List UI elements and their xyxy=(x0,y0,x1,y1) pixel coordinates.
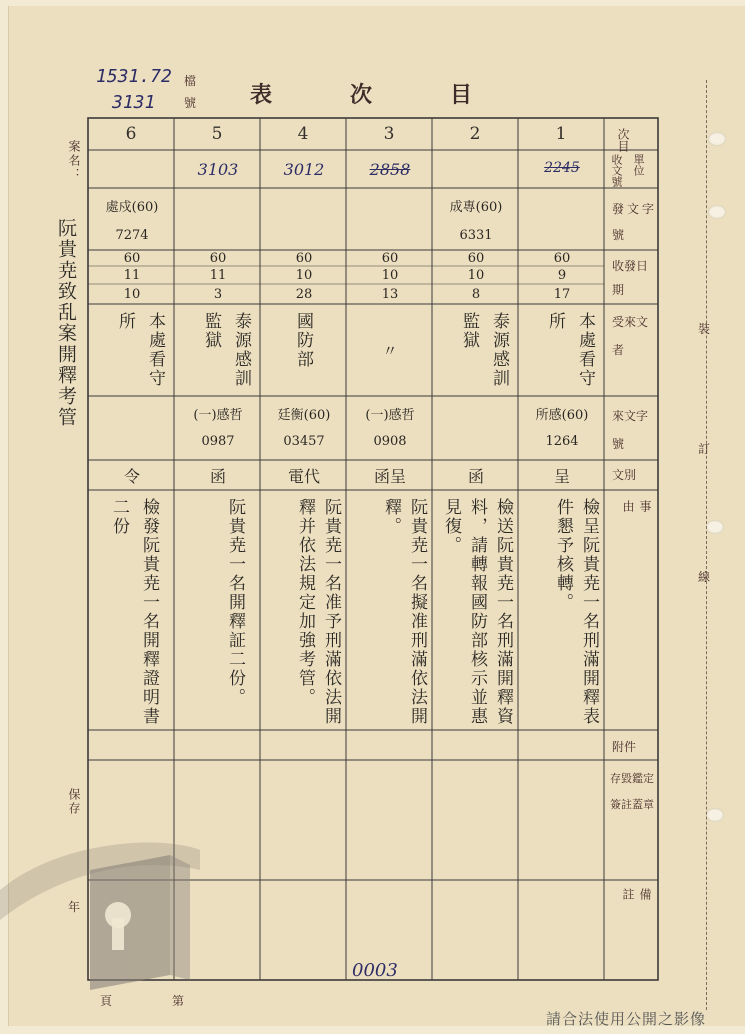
doc-type: 函呈 xyxy=(373,467,406,486)
doc-type: 電代 xyxy=(287,467,320,486)
subject-text: 阮貴尭一名准予刑滿依法開釋并依法規定加強考管。 xyxy=(295,498,341,726)
receive-number: 3103 xyxy=(197,160,239,179)
title-char-3: 目 xyxy=(450,82,473,108)
incoming-prefix: (一)感哲 xyxy=(365,408,415,423)
binding-char-2: 訂 xyxy=(698,442,711,456)
label-subject: 事由 xyxy=(621,500,652,702)
incoming-number: 0908 xyxy=(373,434,407,449)
case-name: 阮貴尭致乱案開釋考管 xyxy=(55,218,77,428)
date-year: 60 xyxy=(295,251,313,266)
subject-text: 阮貴尭一名擬准刑滿依法開釋。 xyxy=(381,498,427,726)
title-char-1: 表 xyxy=(250,82,273,108)
send-prefix: 處戍(60) xyxy=(105,200,159,215)
send-number: 7274 xyxy=(115,228,149,243)
column-number: 4 xyxy=(297,124,309,144)
subject-text: 檢呈阮貴尭一名刑滿開釋表件懇予核轉。 xyxy=(553,498,599,726)
case-number-1: 1531.72 xyxy=(96,66,172,87)
doc-type: 函 xyxy=(209,467,226,486)
party-name: 本處看守所 xyxy=(115,312,165,388)
incoming-number: 0987 xyxy=(201,434,235,449)
incoming-prefix: 廷衡(60) xyxy=(277,408,331,423)
date-month: 11 xyxy=(209,268,227,283)
date-day: 8 xyxy=(471,287,481,302)
send-prefix: 成專(60) xyxy=(449,200,503,215)
page-ordinal-label: 第 xyxy=(172,994,185,1008)
page-number-handwritten: 0003 xyxy=(352,960,398,981)
label-storage: 存毀鑑定簽註蓋章 xyxy=(610,772,654,811)
date-year: 60 xyxy=(209,251,227,266)
column-number: 5 xyxy=(211,124,223,144)
date-day: 28 xyxy=(295,287,313,302)
label-attachment: 附件 xyxy=(612,740,637,754)
receive-number: 2858 xyxy=(369,160,411,179)
label-unit: 單位 xyxy=(632,154,645,176)
title-char-2: 次 xyxy=(350,82,373,108)
incoming-prefix: 所感(60) xyxy=(535,408,589,423)
binding-char-1: 裝 xyxy=(698,322,711,336)
party-name: 泰源感訓監獄 xyxy=(201,312,251,388)
doc-type: 呈 xyxy=(553,467,570,486)
receive-number: 2245 xyxy=(544,160,580,176)
date-month: 9 xyxy=(557,268,567,283)
incoming-number: 03457 xyxy=(283,434,325,449)
date-month: 10 xyxy=(381,268,399,283)
doc-type: 函 xyxy=(467,467,484,486)
column-number: 6 xyxy=(125,124,137,144)
keep-label: 保存 xyxy=(67,788,81,816)
date-day: 3 xyxy=(213,287,223,302)
case-name-label: 案名： xyxy=(67,140,81,182)
number-label: 號 xyxy=(184,96,197,110)
date-year: 60 xyxy=(553,251,571,266)
date-day: 13 xyxy=(381,287,399,302)
date-day: 17 xyxy=(553,287,571,302)
subject-text: 檢發阮貴尭一名開釋證明書二份 xyxy=(109,498,159,726)
date-month: 10 xyxy=(295,268,313,283)
label-incoming-no: 來文字號 xyxy=(612,409,649,451)
date-day: 10 xyxy=(123,287,141,302)
party-name: 〃 xyxy=(382,342,398,360)
label-order: 次目 xyxy=(616,128,630,152)
page-label: 頁 xyxy=(100,994,113,1008)
binding-char-3: 線 xyxy=(698,570,711,584)
file-label: 檔 xyxy=(184,74,197,88)
party-name: 本處看守所 xyxy=(545,312,595,388)
label-doc-type: 文別 xyxy=(612,468,637,482)
column-number: 2 xyxy=(469,124,481,144)
column-number: 1 xyxy=(555,124,567,144)
year-label: 年 xyxy=(68,900,81,914)
usage-watermark: 請合法使用公開之影像 xyxy=(546,1010,707,1028)
date-year: 60 xyxy=(467,251,485,266)
column-number: 3 xyxy=(383,124,395,144)
label-date: 收發日期 xyxy=(612,259,649,297)
label-to-from: 受來文者 xyxy=(612,315,649,357)
date-year: 60 xyxy=(123,251,141,266)
subject-text: 阮貴尭一名開釋証二份。 xyxy=(225,498,245,707)
incoming-number: 1264 xyxy=(545,434,579,449)
case-number-2: 3131 xyxy=(112,92,156,113)
party-name: 泰源感訓監獄 xyxy=(459,312,509,388)
label-remarks: 備註 xyxy=(621,888,652,940)
label-receive-no: 收文號 xyxy=(610,154,623,187)
doc-type: 令 xyxy=(123,467,140,486)
send-number: 6331 xyxy=(459,228,493,243)
party-name: 國防部 xyxy=(293,312,313,369)
label-send-char: 發文字號 xyxy=(612,202,654,242)
date-month: 10 xyxy=(467,268,485,283)
subject-text: 檢送阮貴尭一名刑滿開釋資料，請轉報國防部核示並惠見復。 xyxy=(441,498,513,726)
receive-number: 3012 xyxy=(283,160,325,179)
date-month: 11 xyxy=(123,268,141,283)
archive-logo xyxy=(0,830,200,1000)
date-year: 60 xyxy=(381,251,399,266)
incoming-prefix: (一)感哲 xyxy=(193,408,243,423)
